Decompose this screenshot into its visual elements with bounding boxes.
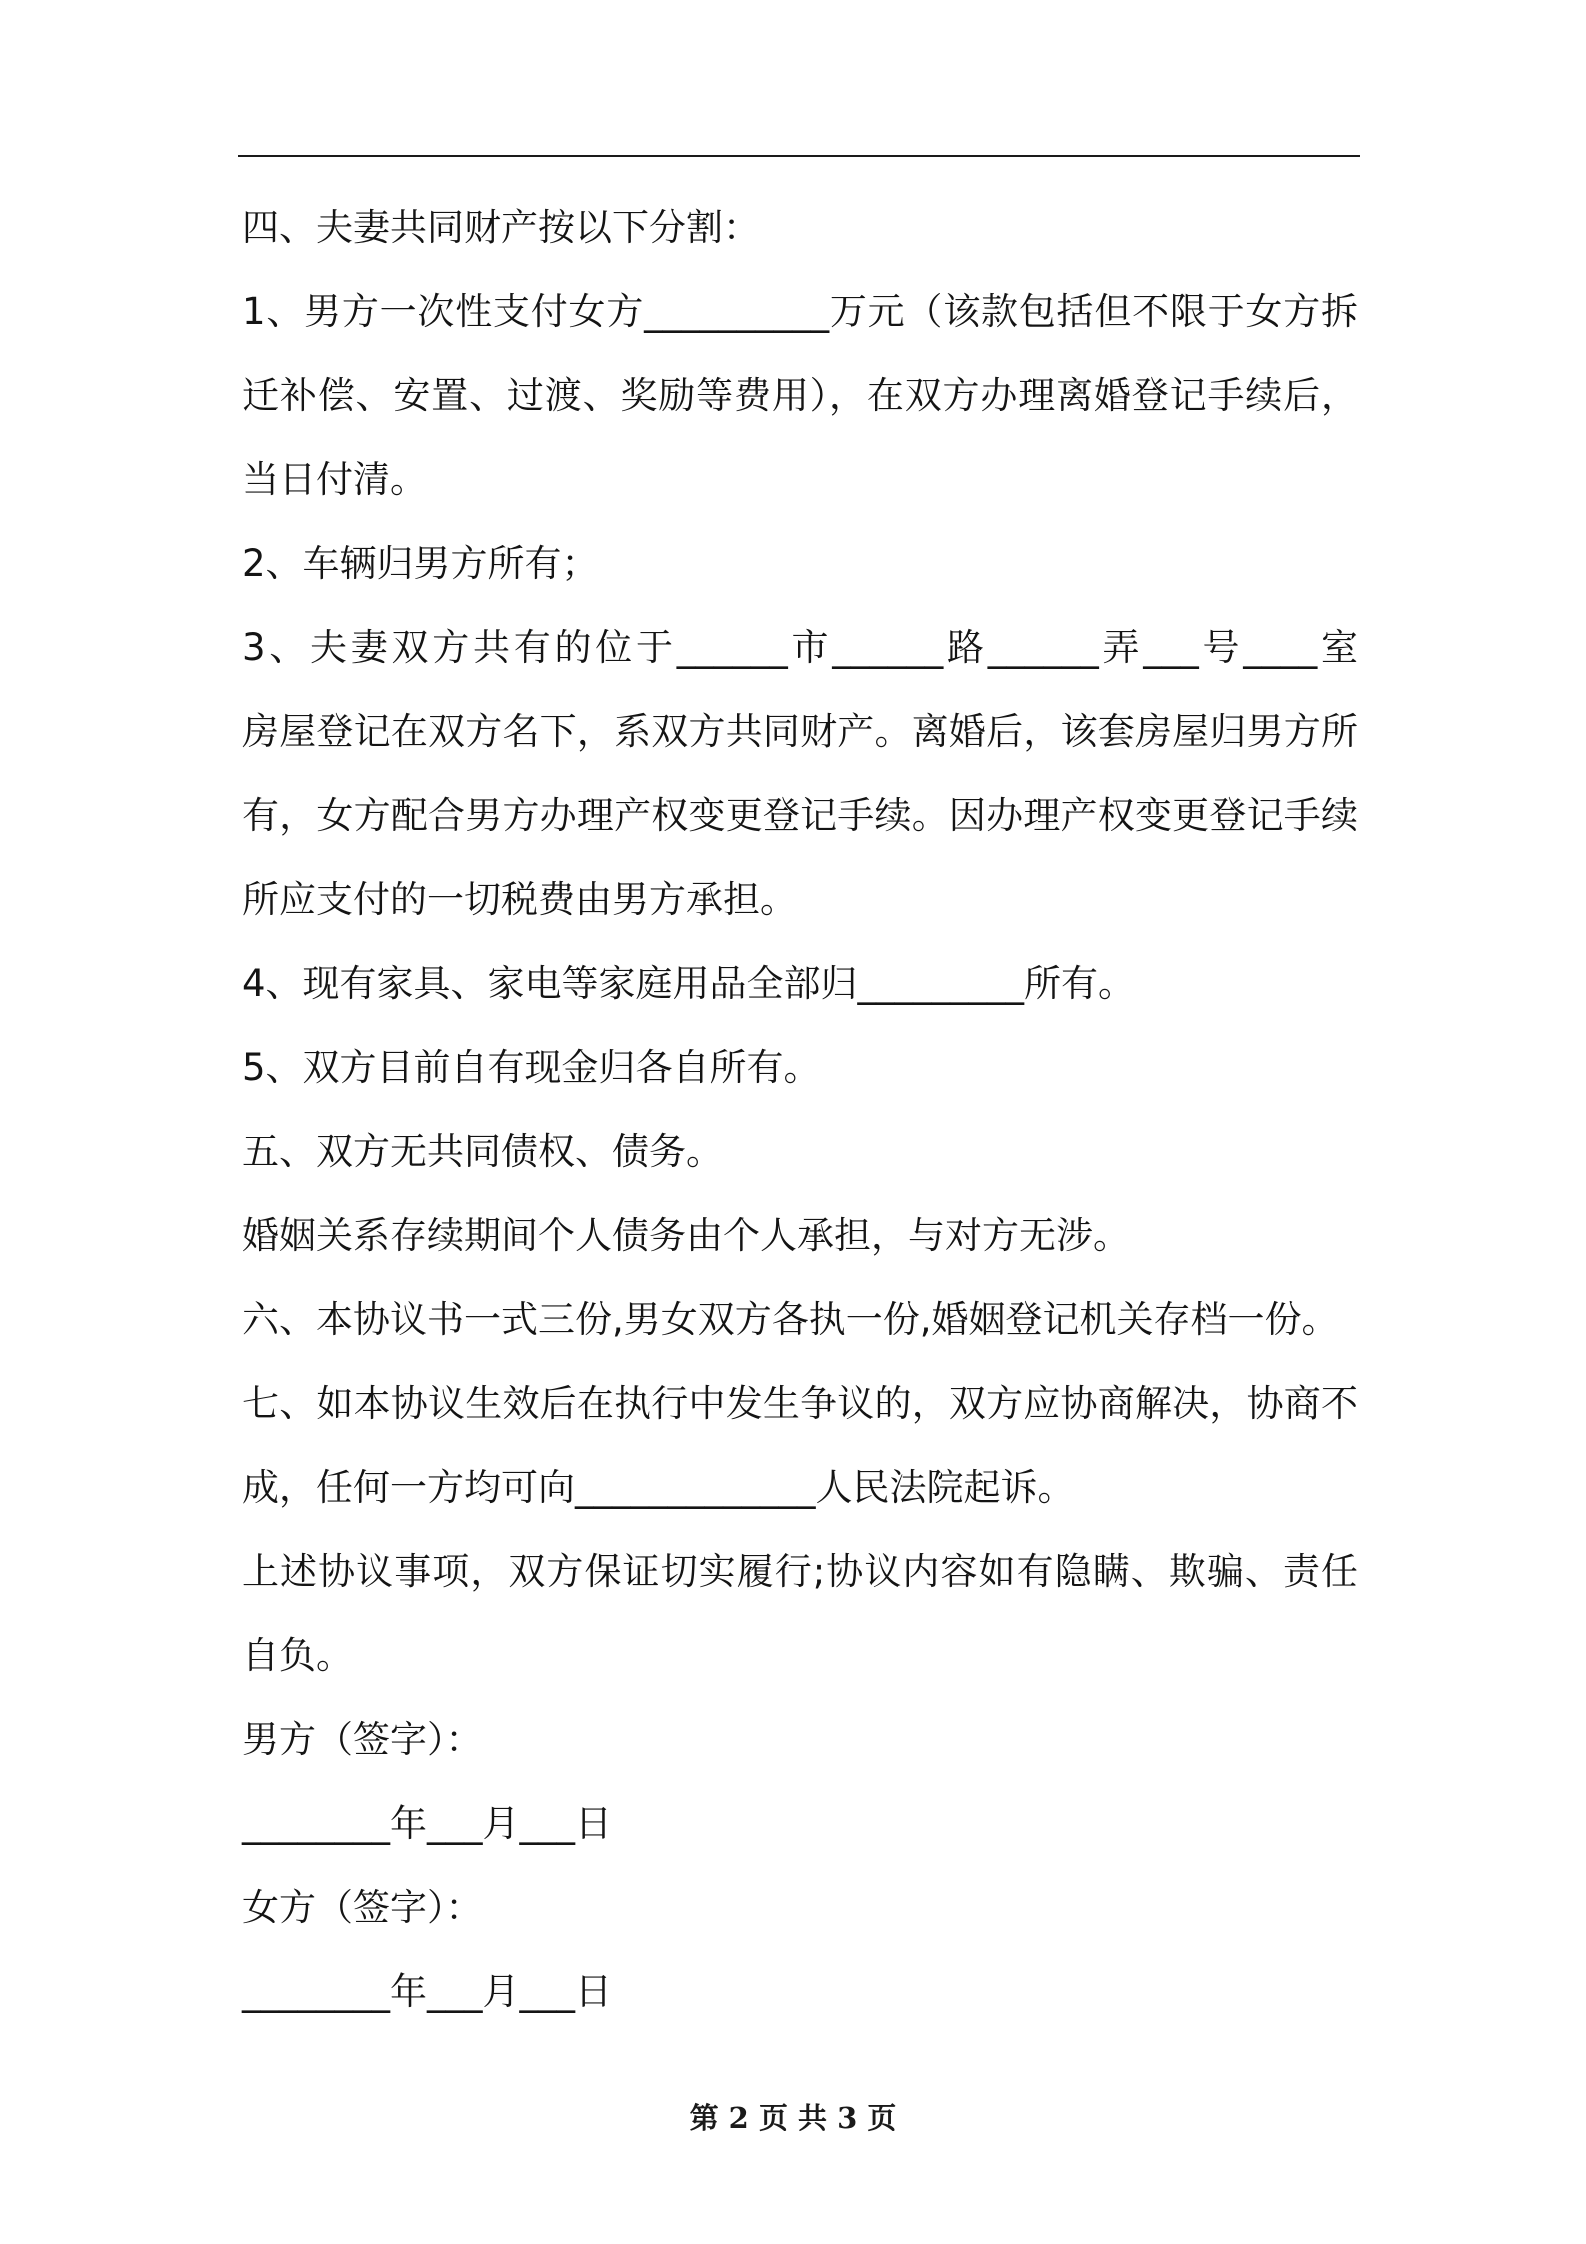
paragraph-line: 所应支付的一切税费由男方承担。	[242, 878, 797, 921]
paragraph-line: 当日付清。	[242, 458, 427, 501]
item-1-payment	[242, 270, 1358, 522]
section-7-dispute	[242, 1362, 1358, 1530]
paragraph-line: 1、男方一次性支付女方__________万元（该款包括但不限于女方拆	[242, 290, 1358, 333]
closing-statement	[242, 1530, 1358, 1698]
header-rule	[238, 155, 1360, 157]
paragraph-line: 女方（签字）：	[242, 1886, 483, 1929]
paragraph-line: ________年___月___日	[242, 1970, 612, 2013]
male-signature-date	[242, 1782, 1358, 1866]
female-signature-label	[242, 1866, 1358, 1950]
footer-page-number: 第 2 页 共 3 页	[689, 2101, 897, 2135]
paragraph-line: 五、双方无共同债权、债务。	[242, 1130, 723, 1173]
paragraph-line: 有，女方配合男方办理产权变更登记手续。因办理产权变更登记手续	[242, 794, 1358, 837]
paragraph-line: 上述协议事项，双方保证切实履行;协议内容如有隐瞒、欺骗、责任	[242, 1550, 1358, 1593]
paragraph-line: 男方（签字）：	[242, 1718, 483, 1761]
paragraph-line: 成，任何一方均可向_____________人民法院起诉。	[242, 1466, 1075, 1509]
female-signature-date	[242, 1950, 1358, 2034]
paragraph-line: 3、夫妻双方共有的位于______市______路______弄___号____室	[242, 626, 1358, 669]
paragraph-line: 自负。	[242, 1634, 353, 1677]
paragraph-line: 2、车辆归男方所有；	[242, 542, 599, 585]
paragraph-line: 4、现有家具、家电等家庭用品全部归_________所有。	[242, 962, 1136, 1005]
paragraph-line: 四、夫妻共同财产按以下分割：	[242, 206, 760, 249]
item-3-house	[242, 606, 1358, 942]
paragraph-line: 六、本协议书一式三份,男女双方各执一份,婚姻登记机关存档一份。	[242, 1298, 1339, 1341]
document-body	[242, 186, 1358, 2034]
paragraph-line: 房屋登记在双方名下，系双方共同财产。离婚后，该套房屋归男方所	[242, 710, 1358, 753]
item-5-cash	[242, 1026, 1358, 1110]
paragraph-line: 5、双方目前自有现金归各自所有。	[242, 1046, 821, 1089]
section-4-heading	[242, 186, 1358, 270]
section-5-heading	[242, 1110, 1358, 1194]
item-4-furniture	[242, 942, 1358, 1026]
section-5-text	[242, 1194, 1358, 1278]
paragraph-line: 婚姻关系存续期间个人债务由个人承担，与对方无涉。	[242, 1214, 1130, 1257]
section-6-copies	[242, 1278, 1358, 1362]
item-2-vehicle	[242, 522, 1358, 606]
paragraph-line: 迁补偿、安置、过渡、奖励等费用），在双方办理离婚登记手续后，	[242, 374, 1358, 417]
paragraph-line: 七、如本协议生效后在执行中发生争议的，双方应协商解决，协商不	[242, 1382, 1358, 1425]
male-signature-label	[242, 1698, 1358, 1782]
paragraph-line: ________年___月___日	[242, 1802, 612, 1845]
